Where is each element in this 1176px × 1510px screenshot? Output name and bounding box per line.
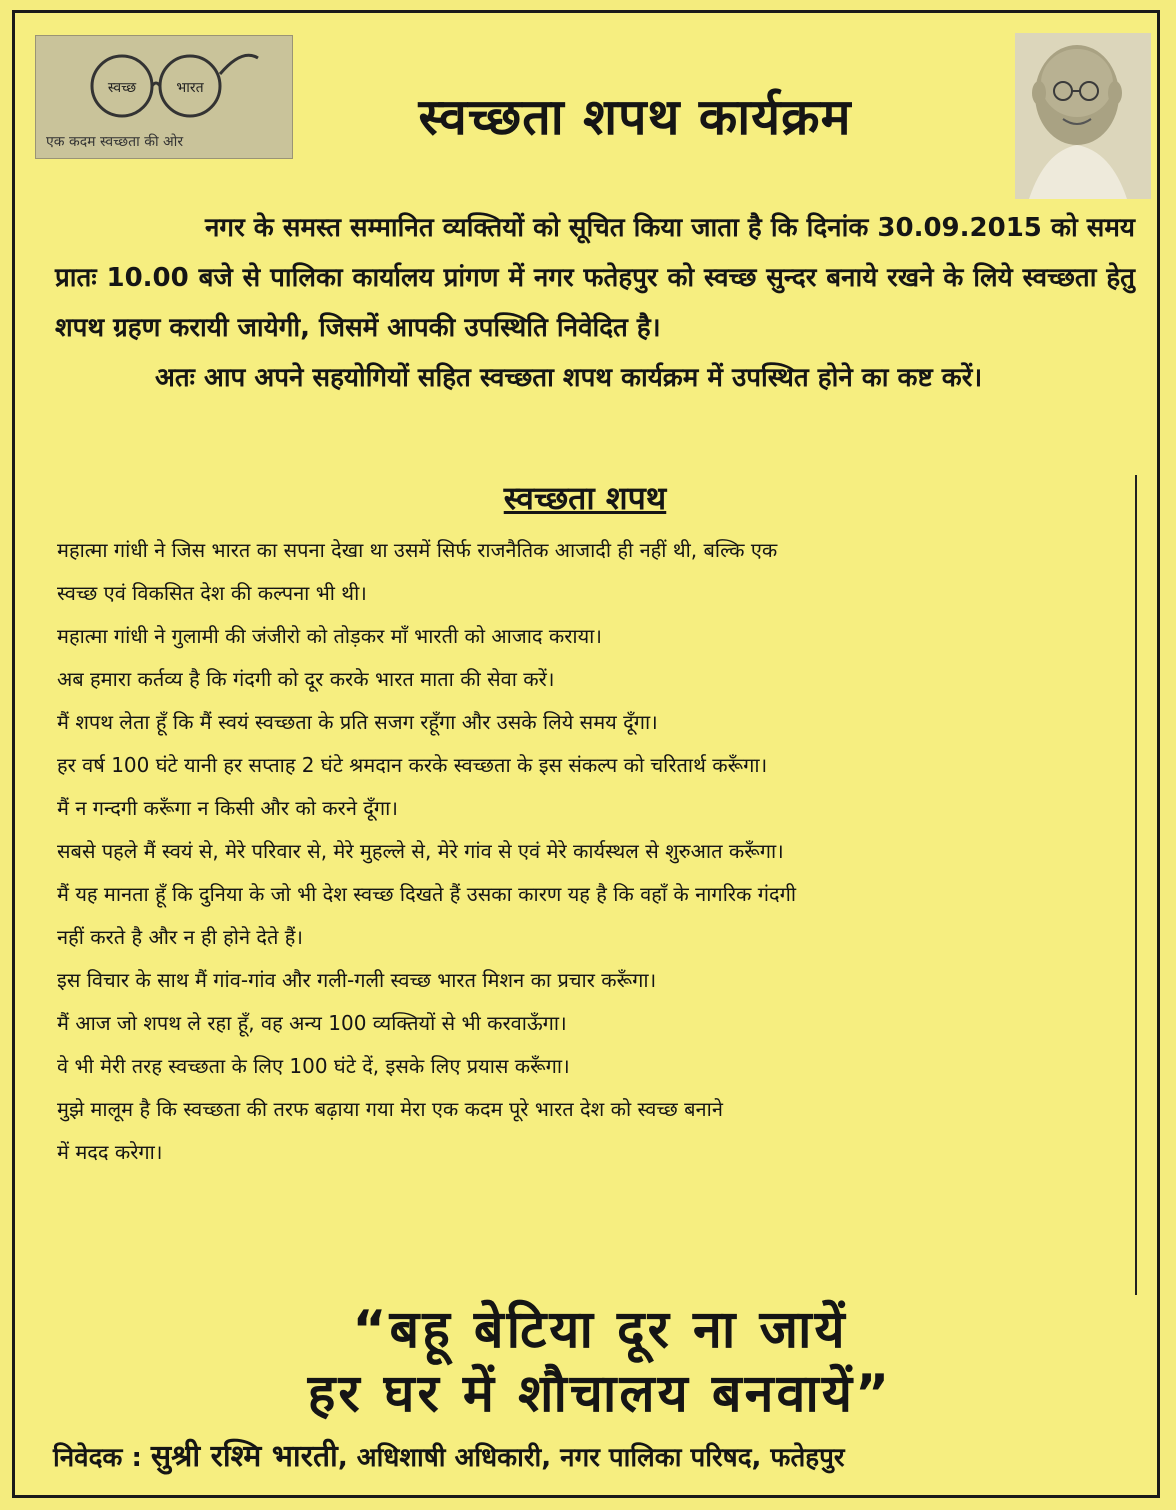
pledge-line: अब हमारा कर्तव्य है कि गंदगी को दूर करके भारत माता की सेवा करें। (57, 667, 555, 691)
notice-paragraph-2: अतः आप अपने सहयोगियों सहित स्वच्छता शपथ कार्यक्रम में उपस्थित होने का कष्ट करें। (155, 363, 983, 393)
gandhi-portrait (1015, 33, 1151, 199)
pledge-line: मैं यह मानता हूँ कि दुनिया के जो भी देश स्वच्छ दिखते हैं उसका कारण यह है कि वहाँ के नागरिक गंदगी (57, 882, 797, 906)
pledge-line: इस विचार के साथ मैं गांव-गांव और गली-गली स्वच्छ भारत मिशन का प्रचार करूँगा। (57, 968, 657, 992)
pledge-line: में मदद करेगा। (57, 1140, 163, 1164)
signature-line (53, 1437, 1143, 1478)
signatory-designation: , अधिशाषी अधिकारी, नगर पालिका परिषद, फतेहपुर (337, 1443, 845, 1473)
notice-body (55, 203, 1135, 403)
notice-paragraph-1: नगर के समस्त सम्मानित व्यक्तियों को सूचित किया जाता है कि दिनांक 30.09.2015 को समय प्रातः 10.00 बजे से पालिका कार्यालय प्रांगण में नगर फतेहपुर को स्वच्छ सुन्दर बनाये रखने के लिये स्वच्छता हेतु शपथ ग्रहण करायी जायेगी, जिसमें आपकी उपस्थिति निवेदित है। (55, 213, 1135, 343)
logo-word-2: भारत (176, 80, 204, 96)
pledge-line: सबसे पहले मैं स्वयं से, मेरे परिवार से, मेरे मुहल्ले से, मेरे गांव से एवं मेरे कार्यस्थल से शुरुआत करूँगा। (57, 839, 784, 863)
signatory-name: सुश्री रश्मि भारती (150, 1439, 338, 1474)
logo-tagline: एक कदम स्वच्छता की ओर (46, 134, 184, 150)
pledge-line: मैं आज जो शपथ ले रहा हूँ, वह अन्य 100 व्यक्तियों से भी करवाऊँगा। (57, 1011, 567, 1035)
swachh-bharat-logo (35, 35, 293, 159)
pledge-line: महात्मा गांधी ने जिस भारत का सपना देखा था उसमें सिर्फ राजनैतिक आजादी ही नहीं थी, बल्कि एक (57, 538, 778, 562)
footer-label: निवेदक : (53, 1443, 142, 1473)
pledge-line: मुझे मालूम है कि स्वच्छता की तरफ बढ़ाया गया मेरा एक कदम पूरे भारत देश को स्वच्छ बनाने (57, 1097, 723, 1121)
portrait-image (1015, 33, 1151, 199)
notice-sheet (12, 10, 1160, 1498)
spectacles-icon (72, 44, 262, 134)
pledge-section (45, 475, 1137, 1295)
header (15, 13, 1157, 188)
slogan-line-1: “बहू बेटिया दूर ना जायें (352, 1300, 848, 1360)
pledge-lines (57, 529, 1123, 1174)
pledge-line: स्वच्छ एवं विकसित देश की कल्पना भी थी। (57, 581, 367, 605)
pledge-line: हर वर्ष 100 घंटे यानी हर सप्ताह 2 घंटे श्रमदान करके स्वच्छता के इस संकल्प को चरितार्थ करूँगा। (57, 753, 768, 777)
pledge-line: वे भी मेरी तरह स्वच्छता के लिए 100 घंटे दें, इसके लिए प्रयास करूँगा। (57, 1054, 570, 1078)
pledge-line: नहीं करते है और न ही होने देते हैं। (57, 925, 303, 949)
logo-word-1: स्वच्छ (107, 80, 137, 96)
slogan (75, 1298, 1125, 1426)
pledge-line: मैं शपथ लेता हूँ कि मैं स्वयं स्वच्छता के प्रति सजग रहूँगा और उसके लिये समय दूँगा। (57, 710, 658, 734)
page-title: स्वच्छता शपथ कार्यक्रम (418, 88, 852, 146)
pledge-line: मैं न गन्दगी करूँगा न किसी और को करने दूँगा। (57, 796, 398, 820)
slogan-line-2: हर घर में शौचालय बनवायें” (307, 1364, 893, 1424)
pledge-title: स्वच्छता शपथ (503, 479, 667, 517)
pledge-line: महात्मा गांधी ने गुलामी की जंजीरो को तोड़कर माँ भारती को आजाद कराया। (57, 624, 602, 648)
